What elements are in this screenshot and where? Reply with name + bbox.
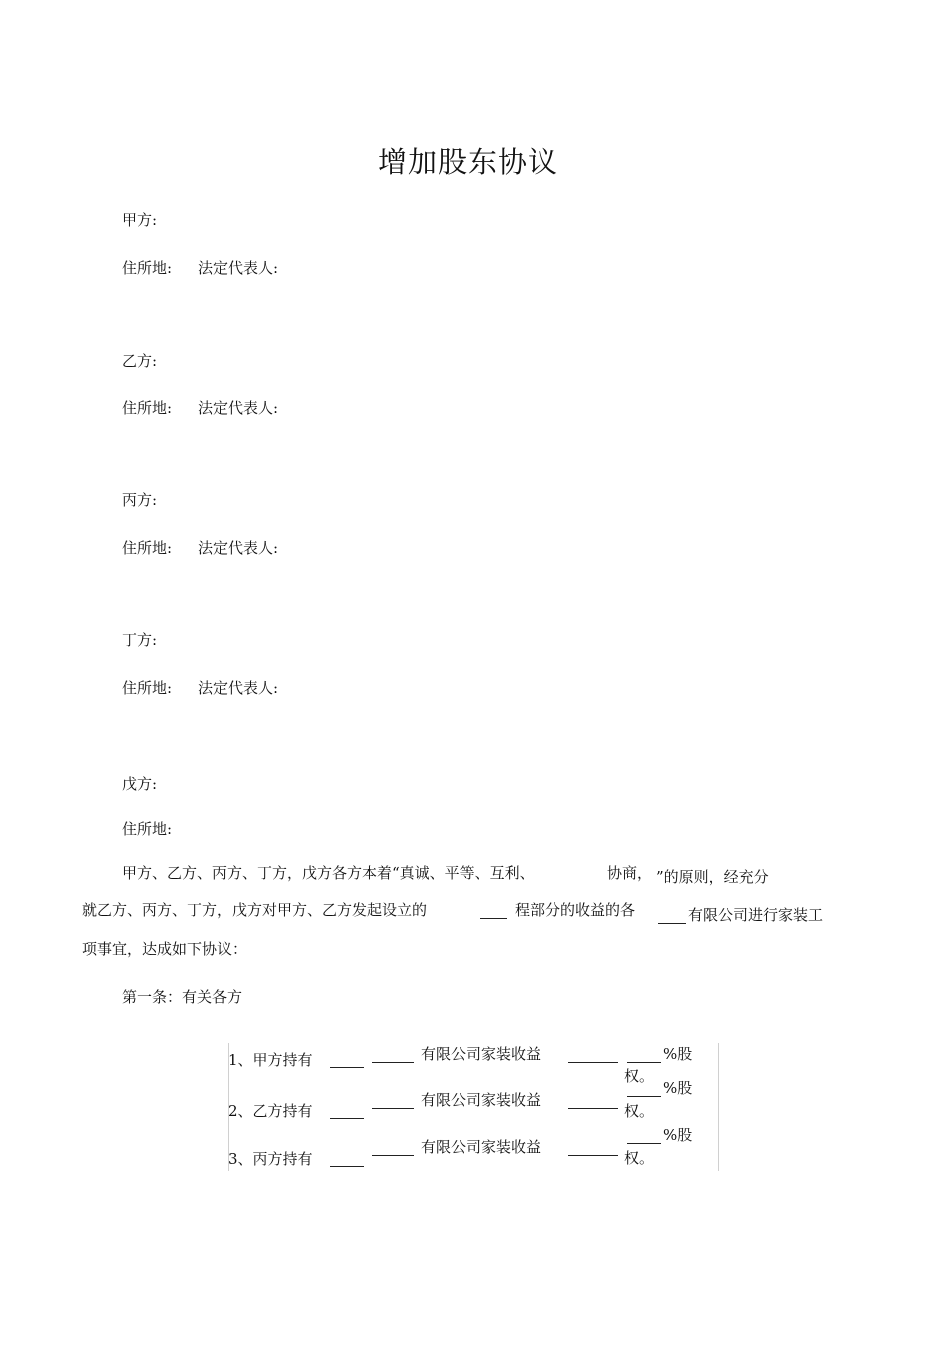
blank-project-name	[480, 904, 507, 919]
intro-line2-a: 就乙方、丙方、丁方，戊方对甲方、乙方发起设立的	[82, 901, 428, 919]
holding-row-1-pct: %股	[663, 1045, 693, 1063]
party-a-rep-label: 法定代表人:	[198, 259, 279, 277]
holding-row-1-blank-3	[568, 1048, 618, 1063]
intro-line2-b: 程部分的收益的各	[515, 901, 636, 919]
party-c-rep-label: 法定代表人:	[198, 539, 279, 557]
holding-row-3-blank-1	[330, 1152, 364, 1167]
intro-line1-c: ”的原则，经充分	[656, 868, 769, 886]
party-d-address-label: 住所地:	[122, 679, 173, 697]
holding-row-2-blank-4	[627, 1082, 661, 1097]
holding-row-3-company: 有限公司家装收益	[421, 1138, 542, 1156]
party-d-label: 丁方:	[122, 631, 158, 649]
party-b-address-label: 住所地:	[122, 399, 173, 417]
holding-row-1-blank-2	[372, 1048, 414, 1063]
party-e-address-label: 住所地:	[122, 820, 173, 838]
party-e-label: 戊方:	[122, 775, 158, 793]
holding-row-1-party: 1、甲方持有	[228, 1051, 313, 1069]
blank-company-name	[658, 909, 686, 924]
party-c-address-label: 住所地:	[122, 539, 173, 557]
holding-row-3-suffix: 权。	[624, 1149, 655, 1167]
holding-row-3-pct: %股	[663, 1126, 693, 1144]
intro-line1-a: 甲方、乙方、丙方、丁方，戊方各方本着“真诚、平等、互利、	[122, 864, 535, 882]
holding-row-1-suffix: 权。	[624, 1067, 655, 1085]
holding-row-2-party: 2、乙方持有	[228, 1102, 313, 1120]
holding-row-1-blank-1	[330, 1053, 364, 1068]
holding-row-3-blank-2	[372, 1141, 414, 1156]
party-a-address-label: 住所地:	[122, 259, 173, 277]
holding-row-2-blank-2	[372, 1094, 414, 1109]
holding-row-3-blank-4	[627, 1129, 661, 1144]
holding-row-2-suffix: 权。	[624, 1102, 655, 1120]
party-d-rep-label: 法定代表人:	[198, 679, 279, 697]
party-c-label: 丙方:	[122, 491, 158, 509]
holding-row-2-blank-3	[568, 1094, 618, 1109]
holding-row-1-blank-4	[627, 1048, 661, 1063]
holding-row-2-company: 有限公司家装收益	[421, 1091, 542, 1109]
holding-row-3-blank-3	[568, 1141, 618, 1156]
party-b-rep-label: 法定代表人:	[198, 399, 279, 417]
holding-row-2-pct: %股	[663, 1079, 693, 1097]
party-a-label: 甲方:	[122, 211, 158, 229]
intro-line1-b: 协商，	[607, 864, 653, 882]
document-title: 增加股东协议	[378, 145, 559, 179]
party-b-label: 乙方:	[122, 352, 158, 370]
holding-row-2-blank-1	[330, 1104, 364, 1119]
article-1-heading: 第一条：有关各方	[122, 988, 243, 1006]
holding-row-1-company: 有限公司家装收益	[421, 1045, 542, 1063]
intro-line3: 项事宜，达成如下协议：	[82, 940, 248, 958]
holding-row-3-party: 3、丙方持有	[228, 1150, 313, 1168]
intro-line2-c: 有限公司进行家装工	[688, 906, 824, 924]
